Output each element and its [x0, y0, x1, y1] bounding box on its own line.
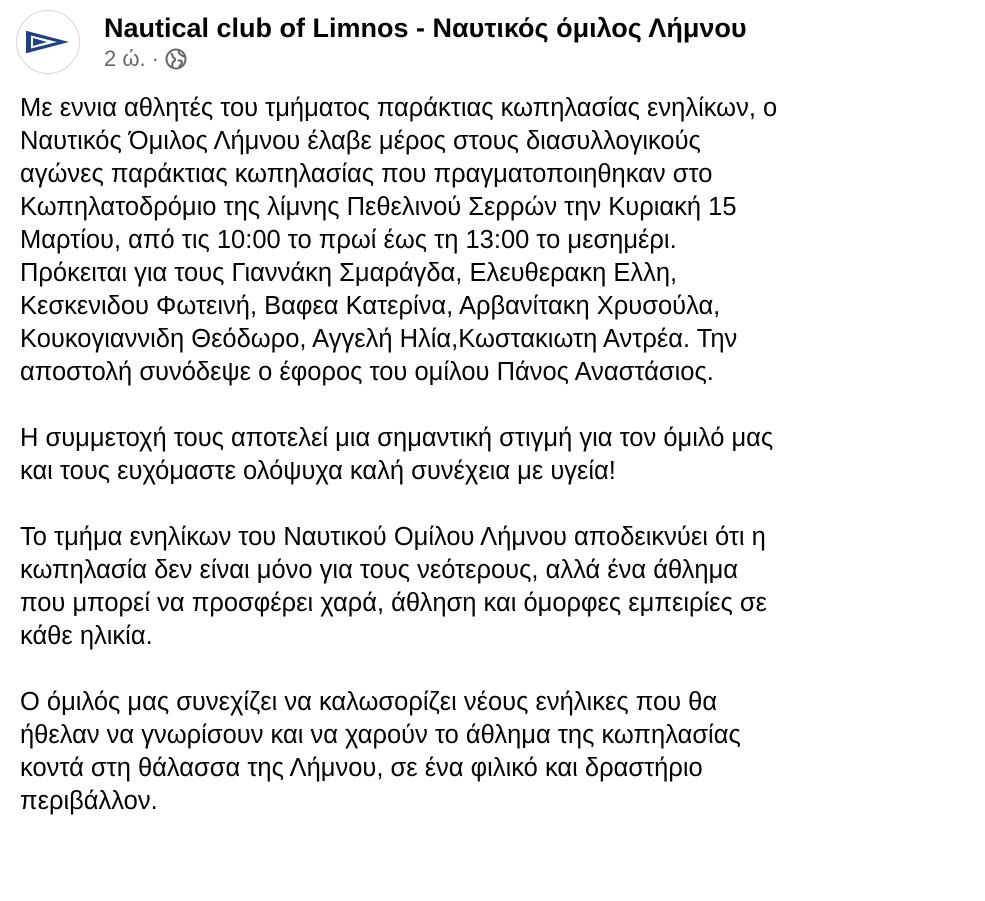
- post-paragraph: Το τμήμα ενηλίκων του Ναυτικού Ομίλου Λήμνου αποδεικνύει ότι η κωπηλασία δεν είναι μόνο για τους νεότερους, αλλά ένα άθλημα που μπορεί να προσφέρει χαρά, άθληση και όμορφες εμπειρίες σε κάθε ηλικία.: [20, 523, 768, 650]
- globe-icon[interactable]: [165, 48, 187, 70]
- club-flag-icon: [23, 17, 73, 67]
- meta-separator: ·: [151, 46, 159, 71]
- post-meta: [104, 44, 747, 74]
- post-body: [20, 92, 980, 851]
- post-paragraph: Με εννια αθλητές του τμήματος παράκτιας κωπηλασίας ενηλίκων, ο Ναυτικός Όμιλος Λήμνου έλαβε μέρος στους διασυλλογικούς αγώνες παράκτιας κωπηλασίας που πραγματοποιηθηκαν στο Κωπηλατοδρόμιο της λίμνης Πεθελινού Σερρών την Κυριακή 15 Μαρτίου, από τις 10:00 το πρωί έως τη 13:00 το μεσημέρι. Πρόκειται για τους Γιαννάκη Σμαράγδα, Ελευθερακη Ελλη, Κεσκενιδου Φωτεινή, Βαφεα Κατερίνα, Αρβανίτακη Χρυσούλα, Κουκογιαννιδη Θεόδωρο, Αγγελή Ηλία,Κωστακιωτη Αντρέα. Την αποστολή συνόδεψε ο έφορος του ομίλου Πάνος Αναστάσιος.: [20, 94, 778, 386]
- club-avatar[interactable]: [16, 10, 80, 74]
- page-name-link[interactable]: Nautical club of Limnos - Ναυτικός όμιλος Λήμνου: [104, 13, 747, 43]
- header-text: [104, 10, 747, 74]
- post-timestamp[interactable]: 2 ώ.: [104, 46, 146, 71]
- post-header: [16, 10, 747, 74]
- post-paragraph: Η συμμετοχή τους αποτελεί μια σημαντική στιγμή για τον όμιλό μας και τους ευχόμαστε ολόψυχα καλή συνέχεια με υγεία!: [20, 424, 774, 485]
- post-paragraph: Ο όμιλός μας συνεχίζει να καλωσορίζει νέους ενήλικες που θα ήθελαν να γνωρίσουν και να χαρούν το άθλημα της κωπηλασίας κοντά στη θάλασσα της Λήμνου, σε ένα φιλικό και δραστήριο περιβάλλον.: [20, 688, 741, 815]
